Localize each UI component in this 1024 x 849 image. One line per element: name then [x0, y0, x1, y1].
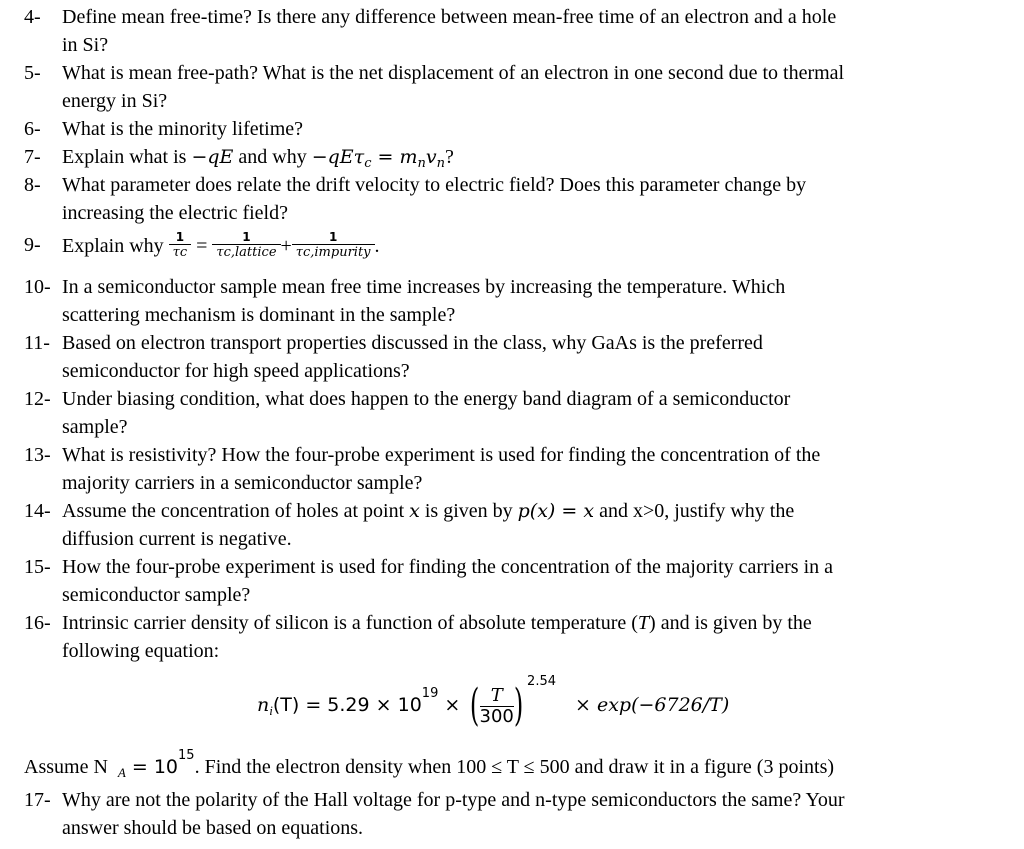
equals-sign: = [191, 235, 213, 258]
question-text-line1: What is resistivity? How the four-probe experiment is used for finding the concentration of the [62, 444, 821, 466]
assumption-line [24, 742, 834, 787]
text-segment: Intrinsic carrier density of silicon is a function of absolute temperature ( [62, 612, 638, 634]
numerator: 1 [242, 230, 251, 244]
right-paren: ) [513, 680, 524, 732]
question-number: 4- [24, 6, 41, 28]
left-paren: ( [470, 680, 480, 732]
question-text-line2: majority carriers in a semiconductor sample? [62, 471, 423, 494]
denominator: 300 [479, 705, 514, 727]
text-segment: Assume N [24, 756, 108, 778]
question-17 [24, 787, 1014, 842]
math-variable: x [409, 500, 420, 522]
question-text-line2: increasing the electric field? [62, 201, 288, 224]
question-text-line1: What is the minority lifetime? [62, 118, 304, 140]
question-text-line1: In a semiconductor sample mean free time increases by increasing the temperature. Which [62, 276, 786, 298]
question-text-line2: in Si? [62, 33, 109, 56]
math-subscript: c [364, 156, 372, 171]
math-exponent: 15 [178, 748, 195, 763]
math-subscript: n [436, 156, 445, 171]
question-number: 16- [24, 612, 51, 634]
math-subscript: n [417, 156, 426, 171]
question-text-line1: Based on electron transport properties discussed in the class, why GaAs is the preferred [62, 332, 763, 354]
question-4 [24, 4, 1014, 59]
question-text-line2: sample? [62, 415, 128, 438]
math-variable: T [637, 612, 650, 634]
text-segment: . [374, 235, 380, 258]
numerator: 1 [328, 230, 338, 244]
text-segment: Assume the concentration of holes at point [62, 500, 410, 522]
text-segment: is given by [419, 500, 518, 522]
question-8 [24, 172, 1014, 227]
math-expression: (T) = 5.29 × 10 [272, 694, 422, 716]
question-13 [24, 442, 1014, 497]
question-number: 5- [24, 62, 41, 84]
question-number: 11- [24, 332, 50, 354]
question-number: 9- [24, 234, 41, 256]
math-expression [311, 146, 445, 171]
math-part: = m [371, 146, 418, 168]
fraction [169, 230, 191, 261]
math-expression: −qE [191, 146, 234, 168]
text-segment: and why [233, 146, 312, 168]
question-text-line2: semiconductor for high speed applications? [62, 359, 410, 382]
question-text-line2: scattering mechanism is dominant in the sample? [62, 303, 456, 326]
math-expression: p(x) = x [517, 500, 595, 522]
question-number: 15- [24, 556, 51, 578]
math-exponent: 19 [421, 686, 439, 701]
math-expression: × exp(−6726/T) [575, 694, 730, 716]
text-segment: and x>0, justify why the [594, 500, 795, 522]
question-text-line1: What is mean free-path? What is the net displacement of an electron in one second due to thermal [62, 62, 845, 84]
question-10 [24, 274, 1014, 329]
text-segment: . Find the electron density when 100 ≤ T ≤ 500 and draw it in a figure (3 points) [194, 756, 835, 778]
question-text-line1: How the four-probe experiment is used for finding the concentration of the majority carriers in a [62, 556, 834, 578]
question-number: 7- [24, 146, 41, 168]
question-text-line1 [62, 498, 1014, 526]
question-15 [24, 554, 1014, 609]
question-text-line1 [62, 232, 1014, 263]
numerator: T [490, 684, 503, 706]
question-16 [24, 610, 1014, 665]
text-segment: Explain why [62, 235, 164, 258]
question-text-line1: Why are not the polarity of the Hall voltage for p-type and n-type semiconductors the same? Your [62, 789, 845, 811]
question-5 [24, 60, 1014, 115]
math-part: −qEτ [311, 146, 365, 168]
text-segment: Explain what is [62, 146, 192, 168]
question-text-line1: Under biasing condition, what does happen to the energy band diagram of a semiconductor [62, 388, 791, 410]
question-text-line1: What parameter does relate the drift velocity to electric field? Does this parameter change by [62, 174, 807, 196]
text-segment: ) and is given by the [649, 612, 812, 634]
math-subscript: A [117, 765, 126, 780]
question-text-line2: following equation: [62, 639, 220, 662]
fraction [292, 230, 375, 261]
intrinsic-density-equation [257, 668, 730, 732]
numerator: 1 [175, 230, 185, 244]
question-12 [24, 386, 1014, 441]
question-number: 8- [24, 174, 41, 196]
math-part: v [425, 146, 437, 168]
question-text-line2: answer should be based on equations. [62, 816, 364, 839]
denominator: τc [169, 244, 191, 261]
question-11 [24, 330, 1014, 385]
question-text-line2: energy in Si? [62, 89, 168, 112]
math-subscript: i [269, 703, 273, 718]
denominator: τc,lattice [212, 244, 280, 261]
plus-sign: + [280, 235, 292, 258]
math-variable: n [257, 694, 270, 716]
question-text-line1: Define mean free-time? Is there any difference between mean-free time of an electron and a hole [62, 6, 837, 28]
math-expression: = 10 [125, 756, 179, 778]
question-number: 10- [24, 276, 51, 298]
question-number: 6- [24, 118, 41, 140]
question-text-line1 [62, 610, 1014, 638]
times-sign: × [438, 694, 467, 716]
question-number: 17- [24, 789, 51, 811]
question-number: 12- [24, 388, 51, 410]
question-6 [24, 116, 1014, 144]
question-14 [24, 498, 1014, 553]
text-segment: ? [444, 146, 454, 168]
question-number: 13- [24, 444, 51, 466]
fraction [212, 230, 280, 261]
question-9 [24, 232, 1014, 263]
fraction [480, 686, 514, 727]
question-number: 14- [24, 500, 51, 522]
question-text-line2: semiconductor sample? [62, 583, 251, 606]
denominator: τc,impurity [292, 244, 375, 261]
question-text-line2: diffusion current is negative. [62, 527, 292, 550]
math-exponent: 2.54 [527, 674, 556, 689]
